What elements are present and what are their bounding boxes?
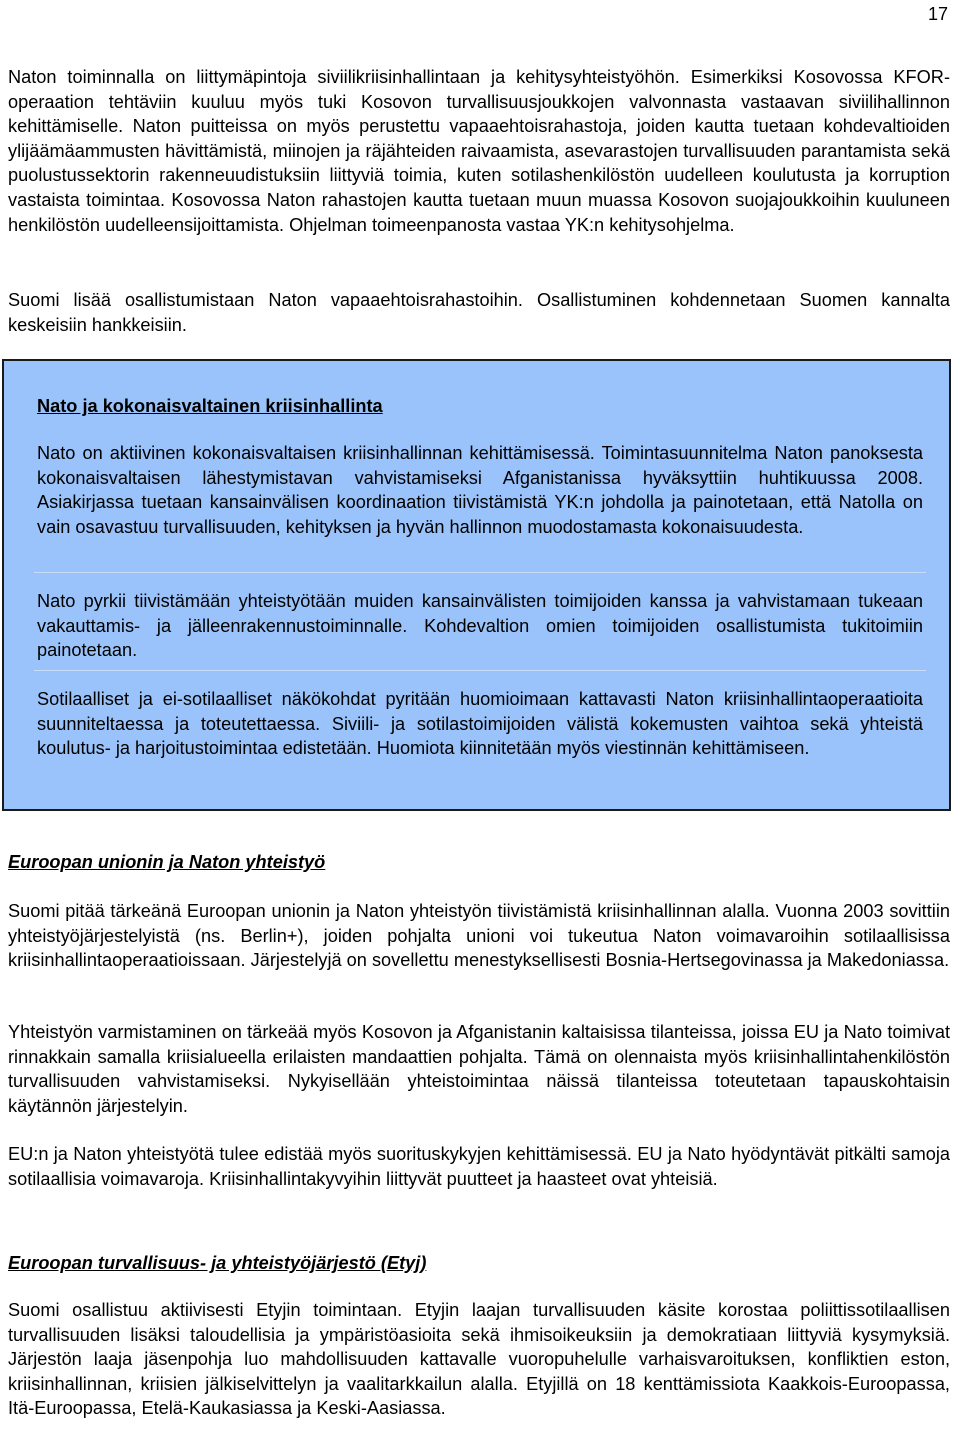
box-divider	[34, 572, 926, 573]
etyj-paragraph-1: Suomi osallistuu aktiivisesti Etyjin toimintaan. Etyjin laajan turvallisuuden käsite korostaa poliittissotilaallisen turvallisuuden lisäksi taloudellisia ja ympäristöasioita sekä ihmisoikeuksiin ja demokratiaan liittyviä kysymyksiä. Järjestön laaja jäsenpohja luo mahdollisuuden kattavalle vuoropuhelulle varhaisvaroituksen, konfliktien eston, kriisinhallinnan, kriisien jälkiselvittelyn ja vaalitarkkailun alalla. Etyjillä on 18 kenttämissiota Kaakkois-Euroopassa, Itä-Euroopassa, Etelä-Kaukasiassa ja Keski-Aasiassa.	[8, 1300, 950, 1419]
box-paragraph-2: Nato pyrkii tiivistämään yhteistyötään muiden kansainvälisten toimijoiden kanssa ja vahvistamaan tukeaan vakauttamis- ja jälleenrakennustoiminnalle. Kohdevaltion omien toimijoiden osallistumista tukitoimiin painotetaan.	[37, 591, 923, 661]
intro-paragraph-1: Naton toiminnalla on liittymäpintoja siviilikriisinhallintaan ja kehitysyhteistyöhön. Esimerkiksi Kosovossa KFOR-operaation tehtäviin kuuluu myös tuki Kosovon turvallisuusjoukkojen valvonnasta vastaavan siviilihallinnon kehittämiselle. Naton puitteissa on myös perustettu vapaaehtoisrahastoja, joiden kautta tuetaan kohdevaltioiden ylijäämäammusten hävittämistä, miinojen ja räjähteiden raivaamista, asevarastojen turvallisuuden parantamista sekä puolustussektorin rakenneuudistuksiin liittyviä toimia, kuten sotilashenkilöstön uudelleen koulutusta ja korruption vastaista toimintaa. Kosovossa Naton rahastojen kautta tuetaan muun muassa Kosovon suojajoukkoihin kuuluneen henkilöstön uudelleensijoittamista. Ohjelman toimeenpanosta vastaa YK:n kehitysohjelma.	[8, 67, 950, 235]
box-divider	[34, 670, 926, 671]
page-number: 17	[927, 4, 948, 24]
intro-paragraph-2: Suomi lisää osallistumistaan Naton vapaaehtoisrahastoihin. Osallistuminen kohdennetaan Suomen kannalta keskeisiin hankkeisiin.	[8, 290, 950, 335]
eu-paragraph-1: Suomi pitää tärkeänä Euroopan unionin ja Naton yhteistyön tiivistämistä kriisinhallinnan alalla. Vuonna 2003 sovittiin yhteistyöjärjestelyistä (ns. Berlin+), joiden pohjalta unioni voi tukeutua Naton voimavaroihin sotilaallisissa kriisinhallintaoperaatioissaan. Järjestelyjä on sovellettu menestyksellisesti Bosnia-Hertsegovinassa ja Makedoniassa.	[8, 901, 950, 971]
etyj-section-heading: Euroopan turvallisuus- ja yhteistyöjärjestö (Etyj)	[8, 1253, 427, 1273]
box-paragraph-3: Sotilaalliset ja ei-sotilaalliset näkökohdat pyritään huomioimaan kattavasti Naton kriisinhallintaoperaatioita suunniteltaessa ja toteutettaessa. Siviili- ja sotilastoimijoiden välistä kokemusten vaihtoa sekä yhteistä koulutus- ja harjoitustoimintaa edistetään. Huomiota kiinnitetään myös viestinnän kehittämiseen.	[37, 689, 923, 759]
box-heading: Nato ja kokonaisvaltainen kriisinhallinta	[37, 396, 383, 416]
eu-paragraph-3: EU:n ja Naton yhteistyötä tulee edistää myös suorituskykyjen kehittämisessä. EU ja Nato hyödyntävät pitkälti samoja sotilaallisia voimavaroja. Kriisinhallintakyvyihin liittyvät puutteet ja haasteet ovat yhteisiä.	[8, 1144, 950, 1189]
box-paragraph-1: Nato on aktiivinen kokonaisvaltaisen kriisinhallinnan kehittämisessä. Toimintasuunnitelma Naton panoksesta kokonaisvaltaisen lähestymistavan vahvistamiseksi Afganistanissa hyväksyttiin huhtikuussa 2008. Asiakirjassa tuetaan kansainvälisen koordinaation tiivistämistä YK:n johdolla ja painotetaan, että Natolla on vain osavastuu turvallisuuden, kehityksen ja hyvän hallinnon muodostamasta kokonaisuudesta.	[37, 443, 923, 537]
info-box	[2, 359, 951, 811]
eu-paragraph-2: Yhteistyön varmistaminen on tärkeää myös Kosovon ja Afganistanin kaltaisissa tilanteissa, joissa EU ja Nato toimivat rinnakkain samalla kriisialueella erilaisten mandaattien pohjalta. Tämä on olennaista myös kriisinhallintahenkilöstön turvallisuuden vahvistamiseksi. Nykyisellään yhteistoimintaa näissä tilanteissa toteutetaan tapauskohtaisin käytännön järjestelyin.	[8, 1022, 950, 1116]
eu-section-heading: Euroopan unionin ja Naton yhteistyö	[8, 852, 326, 872]
